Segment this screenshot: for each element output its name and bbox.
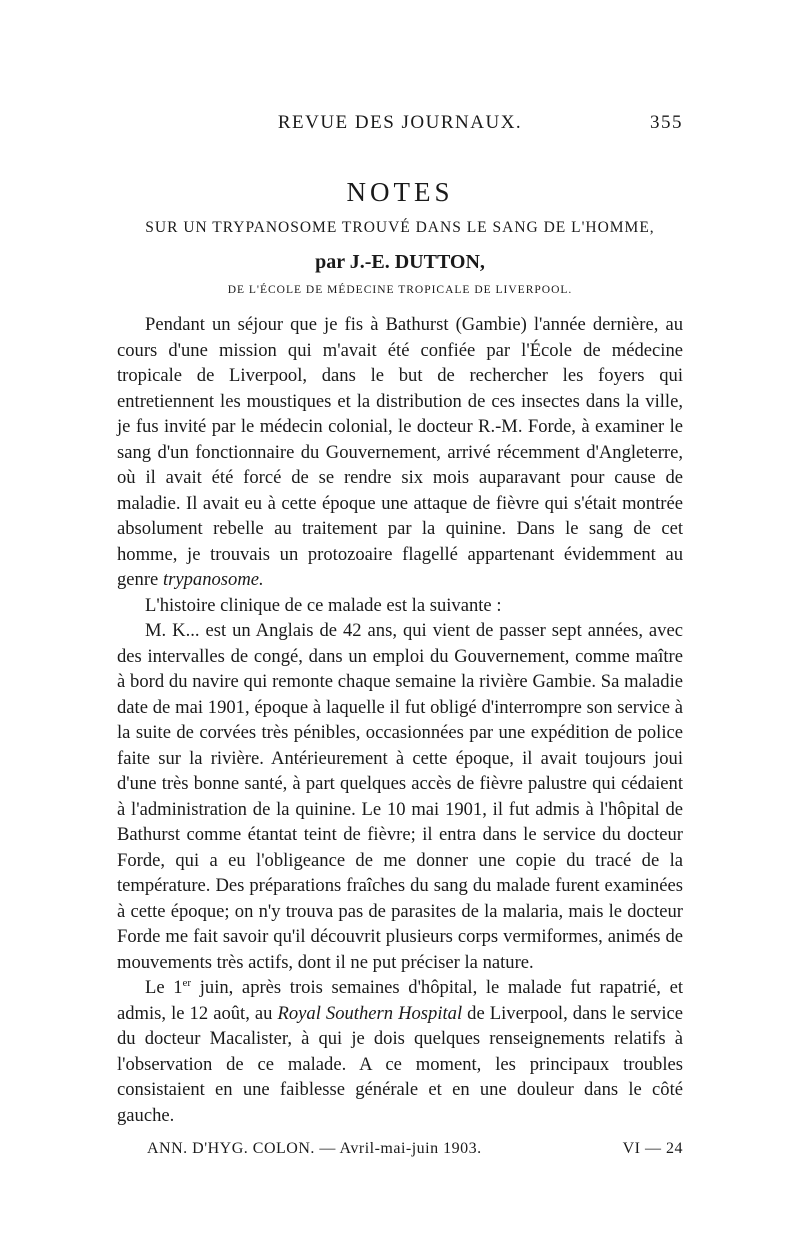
paragraph-1 xyxy=(117,312,683,593)
running-title: REVUE DES JOURNAUX. xyxy=(277,112,523,133)
article-subtitle: SUR UN TRYPANOSOME TROUVÉ DANS LE SANG DE L'HOMME, xyxy=(145,219,655,236)
paragraph-3: M. K... est un Anglais de 42 ans, qui vient de passer sept années, avec des intervalles de congé, dans un emploi du Gouvernement, comme maître à bord du navire qui remonte chaque semaine la rivière Gambie. Sa maladie date de mai 1901, époque à laquelle il fut obligé d'interrompre son service à la suite de corvées très pénibles, occasionnées par une expédition de police faite sur la rivière. Antérieurement à cette époque, il avait toujours joui d'une très bonne santé, à part quelques accès de fièvre palustre qui cédaient à l'administration de la quinine. Le 10 mai 1901, il fut admis à l'hôpital de Bathurst comme étantat teint de fièvre; il entra dans le service du docteur Forde, qui a eu l'obligeance de me donner une copie du tracé de la température. Des préparations fraîches du sang du malade furent examinées à cette époque; on n'y trouva pas de parasites de la malaria, mais le docteur Forde me fait savoir qu'il découvrit plusieurs corps vermiformes, animés de mouvements très actifs, dont il ne put préciser la nature. xyxy=(117,620,683,973)
paragraph-4-mid: juin, après trois semaines d'hôpital, le malade fut rapatrié, et admis, le 12 août, au xyxy=(117,977,683,1024)
article-title: NOTES xyxy=(346,177,454,207)
ordinal-suffix: er xyxy=(182,976,192,989)
paragraph-4 xyxy=(117,975,683,1128)
journal-reference: ANN. D'HYG. COLON. — Avril-mai-juin 1903. xyxy=(147,1140,482,1157)
page-footer xyxy=(117,1140,683,1168)
author-affiliation: DE L'ÉCOLE DE MÉDECINE TROPICALE DE LIVERPOOL. xyxy=(227,284,573,296)
signature-mark: VI — 24 xyxy=(622,1140,683,1157)
page-number: 355 xyxy=(650,112,683,133)
paragraph-4-end: de Liverpool, dans le service du docteur Macalister, à qui je dois quelques renseignements relatifs à l'observation de ce malade. A ce moment, les principaux troubles consistaient en une faiblesse générale et en une douleur dans le côté gauche. xyxy=(117,1002,683,1126)
genus-name: trypanosome. xyxy=(162,569,264,590)
paragraph-1-text: Pendant un séjour que je fis à Bathurst (Gambie) l'année dernière, au cours d'une mission qui m'avait été confiée par l'École de médecine tropicale de Liverpool, dans le but de rechercher les foyers qui entretiennent les moustiques et la distribution de ces insectes dans la ville, je fus invité par le médecin colonial, le docteur R.-M. Forde, à examiner le sang d'un fonctionnaire du Gouvernement, arrivé récemment d'Angleterre, où il avait été forcé de se rendre six mois auparavant pour cause de maladie. Il avait eu à cette époque une attaque de fièvre qui s'était montrée absolument rebelle au traitement par la quinine. Dans le sang de cet homme, je trouvais un protozoaire flagellé appartenant évidemment au genre xyxy=(117,314,683,590)
hospital-name: Royal Southern Hospital xyxy=(277,1002,463,1024)
article-body xyxy=(117,312,683,1128)
paragraph-2: L'histoire clinique de ce malade est la suivante : xyxy=(145,594,502,616)
article-author: par J.-E. DUTTON, xyxy=(315,251,485,273)
paragraph-4-start: Le 1 xyxy=(145,977,183,998)
article-title-block xyxy=(117,175,683,301)
running-head xyxy=(117,112,683,142)
